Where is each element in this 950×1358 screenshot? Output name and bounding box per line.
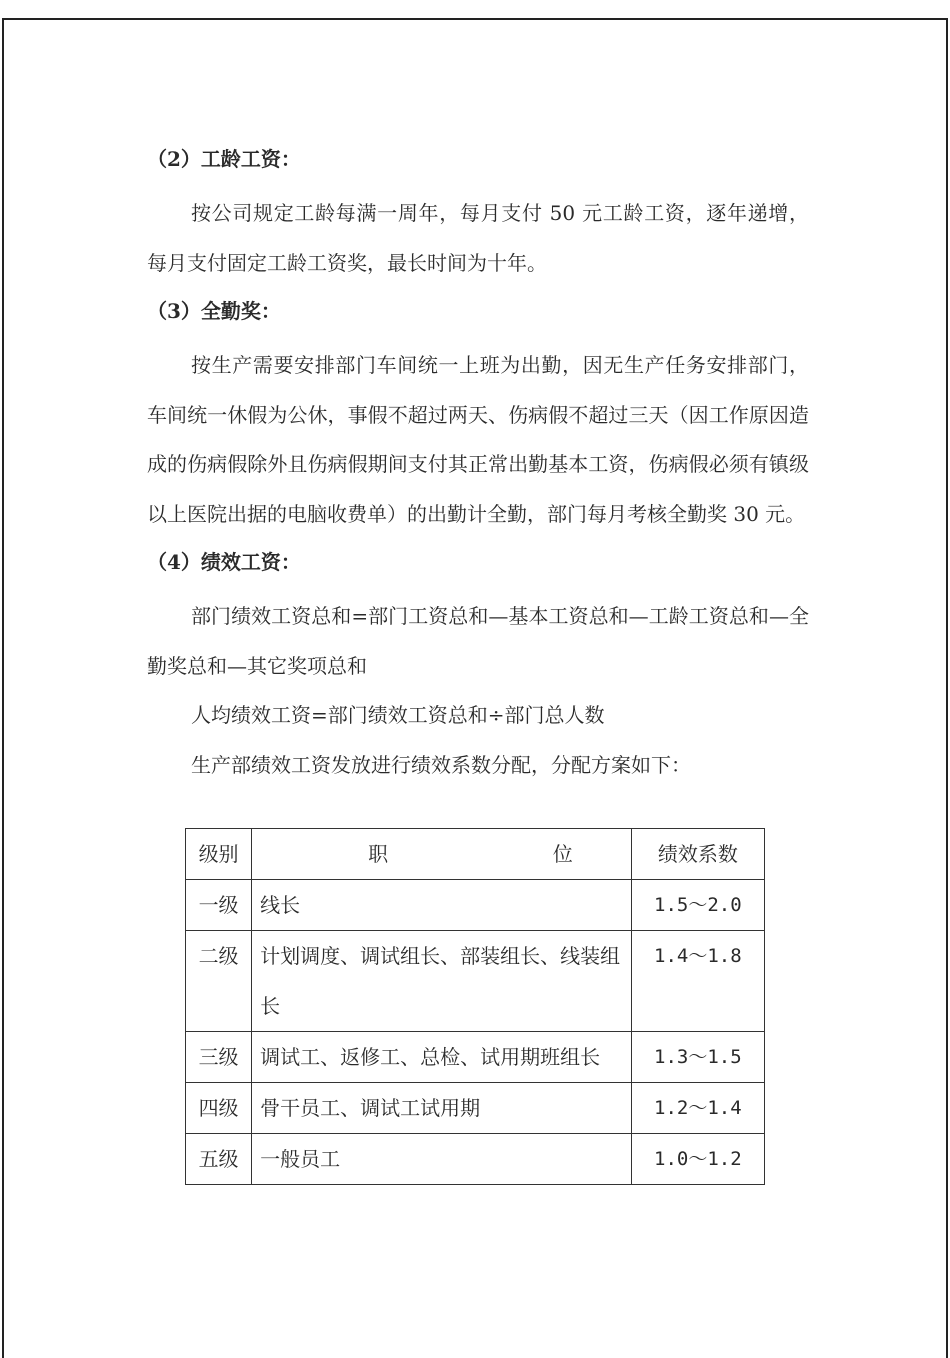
section-heading-performance: （4）绩效工资： [147, 550, 301, 574]
header-position-left: 职 [368, 842, 389, 866]
paragraph-performance-formula: 部门绩效工资总和=部门工资总和—基本工资总和—工龄工资总和—全勤奖总和—其它奖项总和 [147, 604, 809, 678]
table-row [186, 1134, 765, 1185]
header-position-right: 位 [552, 842, 573, 866]
row-level: 三级 [186, 1032, 252, 1083]
row-coefficient: 1.3～1.5 [631, 1032, 764, 1083]
table-row [186, 1032, 765, 1083]
document-body [147, 140, 809, 790]
performance-coefficient-table [185, 828, 765, 1185]
paragraph-per-capita: 人均绩效工资=部门绩效工资总和÷部门总人数 [191, 703, 605, 727]
row-level: 二级 [186, 931, 252, 1032]
row-coefficient: 1.2～1.4 [631, 1083, 764, 1134]
table-row [186, 931, 765, 1032]
paragraph-distribution: 生产部绩效工资发放进行绩效系数分配，分配方案如下： [191, 752, 691, 777]
row-position: 调试工、返修工、总检、试用期班组长 [252, 1032, 632, 1083]
table-row [186, 880, 765, 931]
row-level: 四级 [186, 1083, 252, 1134]
section-heading-seniority: （2）工龄工资： [147, 147, 301, 171]
row-coefficient: 1.5～2.0 [631, 880, 764, 931]
paragraph-seniority: 按公司规定工龄每满一周年，每月支付 50 元工龄工资，逐年递增，每月支付固定工龄工资奖，最长时间为十年。 [147, 201, 809, 275]
table-header-row [186, 829, 765, 880]
row-coefficient: 1.4～1.8 [631, 931, 764, 1032]
row-level: 一级 [186, 880, 252, 931]
header-position [252, 829, 632, 880]
header-level: 级别 [186, 829, 252, 880]
row-position: 骨干员工、调试工试用期 [252, 1083, 632, 1134]
row-position: 线长 [252, 880, 632, 931]
row-position: 一般员工 [252, 1134, 632, 1185]
row-level: 五级 [186, 1134, 252, 1185]
row-position: 计划调度、调试组长、部装组长、线装组长 [252, 931, 632, 1032]
header-coefficient: 绩效系数 [631, 829, 764, 880]
section-heading-attendance: （3）全勤奖： [147, 299, 281, 323]
row-coefficient: 1.0～1.2 [631, 1134, 764, 1185]
table-row [186, 1083, 765, 1134]
paragraph-attendance: 按生产需要安排部门车间统一上班为出勤，因无生产任务安排部门，车间统一休假为公休，事假不超过两天、伤病假不超过三天（因工作原因造成的伤病假除外且伤病假期间支付其正常出勤基本工资，伤病假必须有镇级以上医院出据的电脑收费单）的出勤计全勤，部门每月考核全勤奖 30 元。 [147, 353, 809, 526]
